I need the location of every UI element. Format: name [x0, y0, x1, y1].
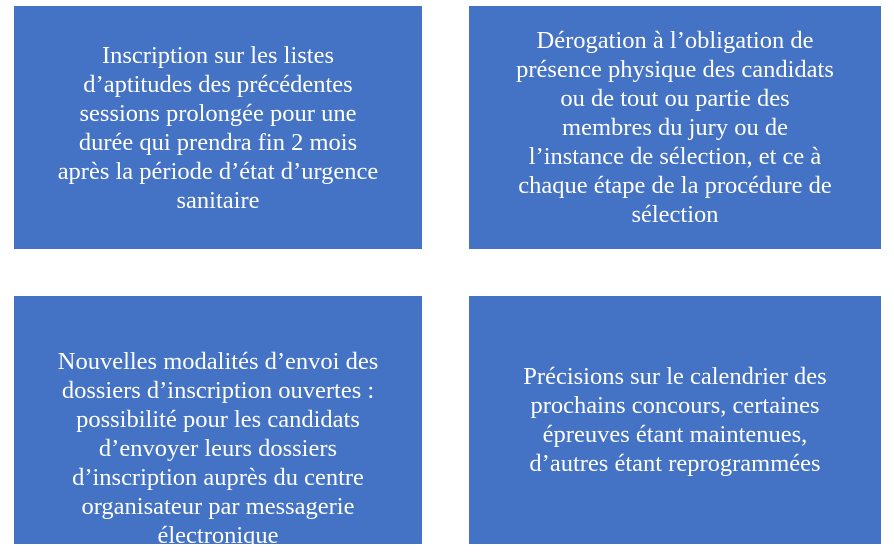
info-box-exam-calendar: [469, 296, 881, 544]
info-box-text: Inscription sur les listes d’aptitudes des précédentes sessions prolongée pour une durée qui prendra fin 2 mois après la période d’état d’urgence sanitaire: [57, 41, 379, 214]
info-box-physical-presence-derogation: [469, 6, 881, 249]
info-box-text: Dérogation à l’obligation de présence physique des candidats ou de tout ou partie des membres du jury ou de l’instance de sélection, et ce à chaque étape de la procédure de sélection: [516, 27, 834, 228]
info-box-text: Nouvelles modalités d’envoi des dossiers d’inscription ouvertes : possibilité pour les candidats d’envoyer leurs dossiers d’inscription auprès du centre organisateur par messagerie électronique: [57, 348, 379, 549]
info-box-text: Précisions sur le calendrier des prochains concours, certaines épreuves étant maintenues, d’autres étant reprogrammées: [523, 363, 827, 477]
info-box-registration-submission: [14, 296, 422, 549]
info-box-aptitude-lists: [14, 6, 422, 249]
